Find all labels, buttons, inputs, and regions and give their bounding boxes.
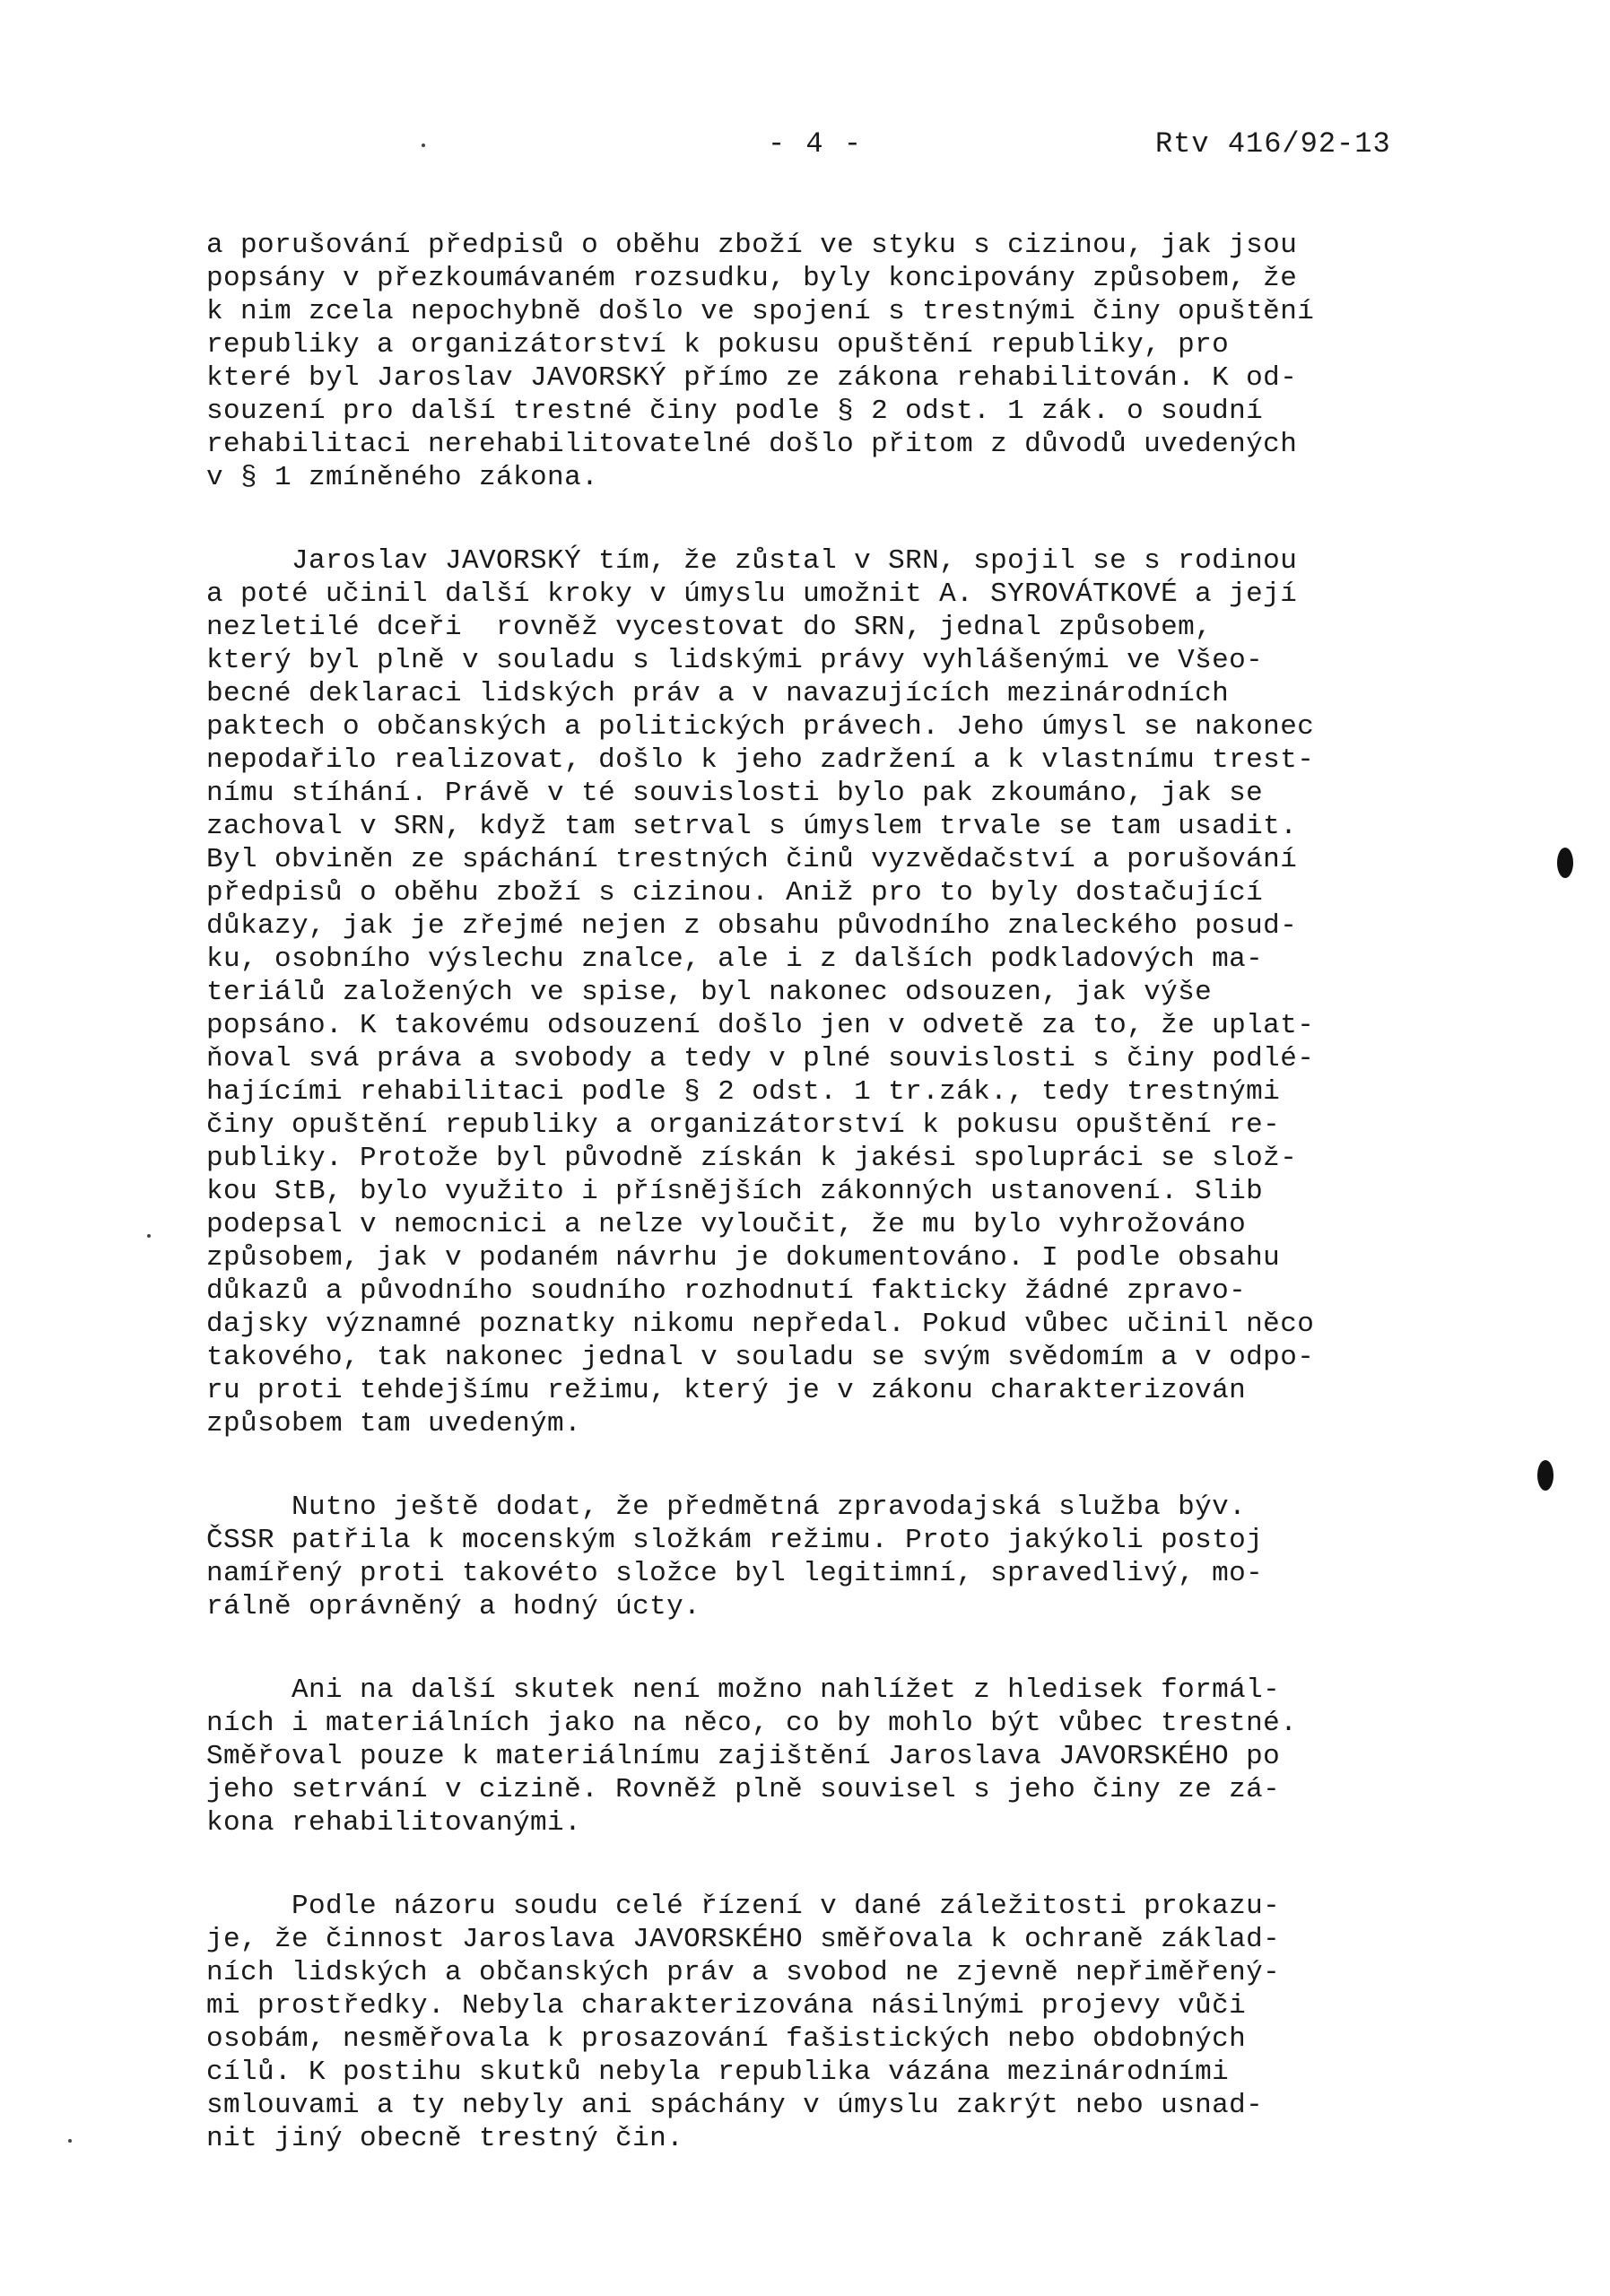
text-line: republiky a organizátorství k pokusu opuštění republiky, pro: [206, 329, 1230, 361]
scan-speck: [68, 2139, 72, 2143]
punch-hole-upper: [1557, 848, 1573, 878]
text-line: hajícími rehabilitaci podle § 2 odst. 1 tr.zák., tedy trestnými: [206, 1076, 1281, 1108]
text-line: smlouvami a ty nebyly ani spáchány v úmyslu zakrýt nebo usnad-: [206, 2090, 1264, 2121]
text-line: nepodařilo realizovat, došlo k jeho zadržení a k vlastnímu trest-: [206, 744, 1315, 776]
text-line: becné deklaraci lidských práv a v navazujících mezinárodních: [206, 678, 1230, 709]
text-line: souzení pro další trestné činy podle § 2 odst. 1 zák. o soudní: [206, 396, 1264, 427]
text-line: Jaroslav JAVORSKÝ tím, že zůstal v SRN, spojil se s rodinou: [206, 545, 1298, 577]
text-line: a poté učinil další kroky v úmyslu umožnit A. SYROVÁTKOVÉ a její: [206, 578, 1298, 610]
file-reference: Rtv 416/92-13: [1155, 127, 1391, 161]
punch-hole-lower: [1537, 1460, 1553, 1491]
text-line: nezletilé dceři rovněž vycestovat do SRN, jednal způsobem,: [206, 612, 1213, 643]
text-line: předpisů o oběhu zboží s cizinou. Aniž pro to byly dostačující: [206, 877, 1264, 909]
text-line: ních lidských a občanských práv a svobod ne zjevně nepřiměřený-: [206, 1957, 1281, 1988]
paragraph-1: [206, 229, 1507, 494]
text-line: kou StB, bylo využito i přísnějších zákonných ustanovení. Slib: [206, 1176, 1264, 1207]
text-line: které byl Jaroslav JAVORSKÝ přímo ze zákona rehabilitován. K od-: [206, 362, 1298, 394]
text-line: takového, tak nakonec jednal v souladu se svým svědomím a v odpo-: [206, 1342, 1315, 1373]
text-line: paktech o občanských a politických právech. Jeho úmysl se nakonec: [206, 711, 1315, 743]
text-line: osobám, nesměřovala k prosazování fašistických nebo obdobných: [206, 2023, 1247, 2055]
scan-speck: [422, 144, 425, 147]
text-line: teriálů založených ve spise, byl nakonec odsouzen, jak výše: [206, 977, 1213, 1008]
text-line: namířený proti takovéto složce byl legitimní, spravedlivý, mo-: [206, 1558, 1264, 1589]
text-line: dajsky významné poznatky nikomu nepředal. Pokud vůbec učinil něco: [206, 1309, 1315, 1340]
text-line: nímu stíhání. Právě v té souvislosti bylo pak zkoumáno, jak se: [206, 778, 1264, 809]
text-line: ru proti tehdejšímu režimu, který je v zákonu charakterizován: [206, 1375, 1247, 1406]
text-line: způsobem tam uvedeným.: [206, 1408, 582, 1439]
text-line: Podle názoru soudu celé řízení v dané záležitosti prokazu-: [206, 1891, 1281, 1922]
document-body: [206, 229, 1507, 2205]
text-line: v § 1 zmíněného zákona.: [206, 462, 599, 493]
text-line: který byl plně v souladu s lidskými právy vyhlášenými ve Všeo-: [206, 645, 1264, 676]
paragraph-5: [206, 1890, 1507, 2155]
text-line: Směřoval pouze k materiálnímu zajištění Jaroslava JAVORSKÉHO po: [206, 1741, 1281, 1772]
paragraph-2: [206, 544, 1507, 1440]
text-line: Byl obviněn ze spáchání trestných činů vyzvědačství a porušování: [206, 844, 1298, 875]
text-line: popsány v přezkoumávaném rozsudku, byly koncipovány způsobem, že: [206, 263, 1298, 294]
text-line: cílů. K postihu skutků nebyla republika vázána mezinárodními: [206, 2057, 1230, 2088]
text-line: způsobem, jak v podaném návrhu je dokumentováno. I podle obsahu: [206, 1242, 1281, 1274]
text-line: ČSSR patřila k mocenským složkám režimu. Proto jakýkoli postoj: [206, 1525, 1264, 1556]
text-line: podepsal v nemocnici a nelze vyloučit, že mu bylo vyhrožováno: [206, 1209, 1247, 1240]
text-line: a porušování předpisů o oběhu zboží ve styku s cizinou, jak jsou: [206, 230, 1298, 261]
text-line: důkazů a původního soudního rozhodnutí fakticky žádné zpravo-: [206, 1275, 1247, 1307]
text-line: jeho setrvání v cizině. Rovněž plně souvisel s jeho činy ze zá-: [206, 1774, 1281, 1805]
page-number: - 4 -: [768, 127, 864, 161]
page-header: [0, 127, 1610, 172]
text-line: zachoval v SRN, když tam setrval s úmyslem trvale se tam usadit.: [206, 811, 1298, 842]
paragraph-3: [206, 1491, 1507, 1623]
text-line: Nutno ještě dodat, že předmětná zpravodajská služba býv.: [206, 1492, 1247, 1523]
text-line: je, že činnost Jaroslava JAVORSKÉHO směřovala k ochraně základ-: [206, 1924, 1281, 1955]
text-line: nit jiný obecně trestný čin.: [206, 2123, 684, 2154]
scan-speck: [147, 1234, 151, 1238]
text-line: činy opuštění republiky a organizátorství k pokusu opuštění re-: [206, 1109, 1281, 1141]
text-line: Ani na další skutek není možno nahlížet z hledisek formál-: [206, 1674, 1281, 1706]
paragraph-4: [206, 1674, 1507, 1839]
text-line: důkazy, jak je zřejmé nejen z obsahu původního znaleckého posud-: [206, 910, 1298, 942]
text-line: ních i materiálních jako na něco, co by mohlo být vůbec trestné.: [206, 1708, 1298, 1739]
text-line: rehabilitaci nerehabilitovatelné došlo přitom z důvodů uvedených: [206, 429, 1298, 460]
text-line: k nim zcela nepochybně došlo ve spojení s trestnými činy opuštění: [206, 296, 1315, 327]
text-line: ku, osobního výslechu znalce, ale i z dalších podkladových ma-: [206, 944, 1264, 975]
text-line: ňoval svá práva a svobody a tedy v plné souvislosti s činy podlé-: [206, 1043, 1315, 1074]
text-line: kona rehabilitovanými.: [206, 1807, 582, 1839]
text-line: rálně oprávněný a hodný úcty.: [206, 1591, 701, 1622]
text-line: popsáno. K takovému odsouzení došlo jen v odvetě za to, že uplat-: [206, 1010, 1315, 1041]
text-line: mi prostředky. Nebyla charakterizována násilnými projevy vůči: [206, 1990, 1247, 2022]
text-line: publiky. Protože byl původně získán k jakési spolupráci se slož-: [206, 1143, 1298, 1174]
